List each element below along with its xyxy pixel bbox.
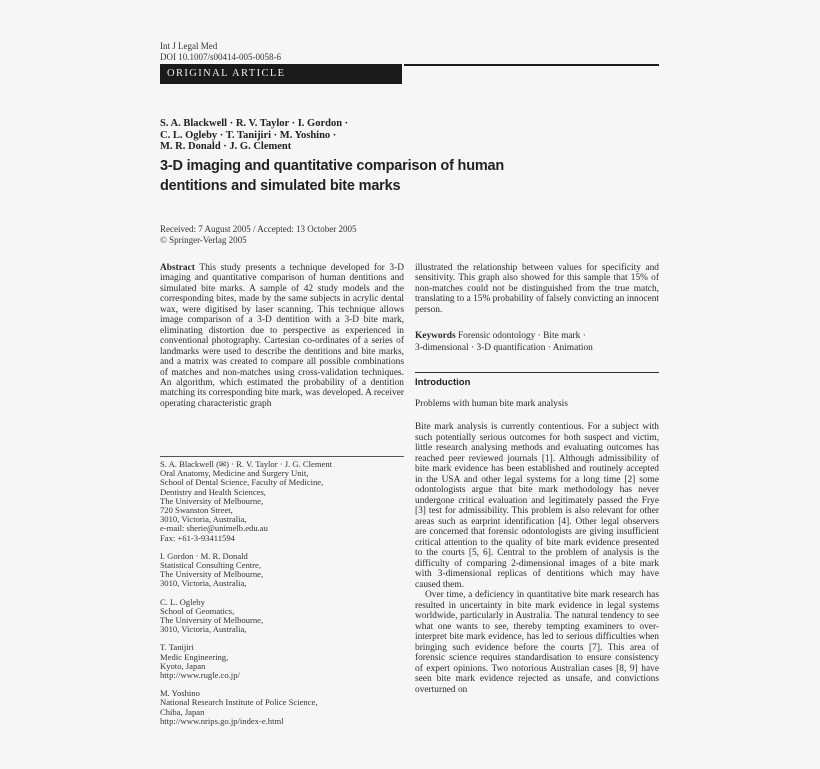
affiliation-line: 720 Swanston Street, [160, 505, 233, 516]
affiliation-block [160, 460, 410, 543]
affiliation-line: Medic Engineering, [160, 651, 229, 662]
affiliations [160, 460, 410, 735]
header-rule [404, 64, 659, 66]
introduction-subheading: Problems with human bite mark analysis [415, 399, 568, 409]
abstract-heading: Abstract [160, 263, 195, 273]
affiliation-line: I. Gordon · M. R. Donald [160, 550, 248, 561]
affiliation-line: Chiba, Japan [160, 706, 205, 717]
title-line: dentitions and simulated bite marks [160, 178, 401, 194]
affiliation-line: 3010, Victoria, Australia, [160, 578, 247, 589]
article-title [160, 156, 580, 196]
affiliation-line: The University of Melbourne, [160, 495, 264, 506]
introduction-body [415, 422, 659, 695]
introduction-heading: Introduction [415, 377, 471, 388]
publication-dates [160, 224, 356, 245]
keywords [415, 331, 659, 354]
affiliation-line: Statistical Consulting Centre, [160, 560, 261, 571]
affiliation-line: S. A. Blackwell (✉) · R. V. Taylor · J. G. Clement [160, 459, 333, 469]
affiliation-line: Dentistry and Health Sciences, [160, 486, 266, 497]
affiliation-line: The University of Melbourne, [160, 615, 264, 626]
abstract-text: This study presents a technique developed for 3-D imaging and quantitative comparison of human dentitions and simulated bite marks. A sample of 42 study models and the corresponding bites, made by the same subjects in acrylic dental wax, were digitised by laser scanning. This technique allows image comparison of a 3-D dentition with a 3-D bite mark, eliminating distortion due to perspective as experienced in conventional photography. Cartesian co-ordinates of a series of landmarks were used to describe the dentitions and bite marks, and a matrix was created to compare all possible combinations of matches and non-matches using cross-validation techniques. An algorithm, which estimated the probability of a dentition matching its corresponding bite mark, was developed. A receiver operating characteristic graph [160, 263, 404, 409]
affiliation-line: School of Geomatics, [160, 605, 235, 616]
affiliation-line: Fax: +61-3-93411594 [160, 532, 235, 543]
title-line: 3-D imaging and quantitative comparison of human [160, 158, 505, 174]
affiliation-line: Oral Anatomy, Medicine and Surgery Unit, [160, 468, 309, 479]
affiliation-line: 3010, Victoria, Australia, [160, 624, 247, 635]
doi: DOI 10.1007/s00414-005-0058-6 [160, 51, 281, 62]
affiliation-line: Kyoto, Japan [160, 660, 206, 671]
author-line: C. L. Ogleby · T. Tanijiri · M. Yoshino · [160, 129, 337, 141]
affiliation-line: School of Dental Science, Faculty of Medicine, [160, 477, 324, 488]
author-line: S. A. Blackwell · R. V. Taylor · I. Gordon · [160, 118, 349, 129]
affiliation-line: http://www.rugle.co.jp/ [160, 670, 240, 681]
received-accepted: Received: 7 August 2005 / Accepted: 13 October 2005 [160, 224, 357, 234]
author-line: M. R. Donald · J. G. Clement [160, 141, 292, 153]
introduction-paragraph: Bite mark analysis is currently contentious. For a subject with such potentially serious outcomes for both suspect and victim, little research analysing methods and evaluating outcomes has reached peer reviewed journals [1]. Although admissibility of bite mark evidence has been established and routinely accepted in the USA and other legal systems for a long time [2] some odontologists argue that bite mark methodology has never undergone critical evaluation and legitimately passed the Frye [3] test for admissibility. This problem is also relevant for other areas such as earprint identification [4]. Other legal observers are concerned that forensic odontologists are giving insufficient critical attention to the quality of bite mark evidence presented to the courts [5, 6]. Central to the problem of analysis is the difficulty of comparing 2-dimensional images of a bite mark with 3-dimensional replicas of dentitions which may have caused them. [415, 422, 659, 590]
affiliation-line: M. Yoshino [160, 688, 200, 699]
affiliation-block [160, 689, 410, 726]
affiliation-line: http://www.nrips.go.jp/index-e.html [160, 715, 284, 726]
author-list [160, 118, 348, 153]
journal-meta [160, 41, 281, 62]
keywords-line-2: 3-dimensional · 3-D quantification · Animation [415, 342, 593, 353]
affiliation-line: National Research Institute of Police Science, [160, 697, 318, 708]
affiliation-block [160, 643, 410, 680]
affiliation-line: 3010, Victoria, Australia, [160, 514, 247, 525]
abstract-continuation: illustrated the relationship between values for specificity and sensitivity. This graph also showed for this sample that 15% of non-matches could not be distinguished from the true match, translating to a 15% probability of falsely convicting an innocent person. [415, 263, 659, 315]
copyright: © Springer-Verlag 2005 [160, 234, 247, 245]
article-type-banner: ORIGINAL ARTICLE [160, 64, 402, 84]
keywords-line-1: Forensic odontology · Bite mark · [457, 331, 586, 341]
affiliation-block [160, 598, 410, 635]
affiliation-line: The University of Melbourne, [160, 569, 264, 580]
journal-name: Int J Legal Med [160, 41, 218, 51]
introduction-rule [415, 372, 659, 373]
affiliation-line: C. L. Ogleby [160, 596, 205, 607]
affiliation-line: e-mail: sherie@unimelb.edu.au [160, 523, 268, 534]
affiliation-line: T. Tanijiri [160, 642, 194, 653]
keywords-heading: Keywords [415, 331, 456, 341]
introduction-paragraph: Over time, a deficiency in quantitative bite mark research has resulted in uncertainty in bite mark evidence in legal systems worldwide, particularly in Australia. The natural tendency to see what one wants to see, thereby tempting examiners to over-interpret bite mark evidence, has led to serious difficulties when bringing such evidence before the courts [7]. This area of forensic science requires standardisation to ensure consistency of expert opinions. Two notorious Australian cases [8, 9] have seen bite mark evidence rejected as unsafe, and convictions overturned on [415, 590, 659, 695]
affiliation-block [160, 552, 410, 589]
affiliation-rule [160, 456, 404, 457]
abstract [160, 263, 404, 409]
